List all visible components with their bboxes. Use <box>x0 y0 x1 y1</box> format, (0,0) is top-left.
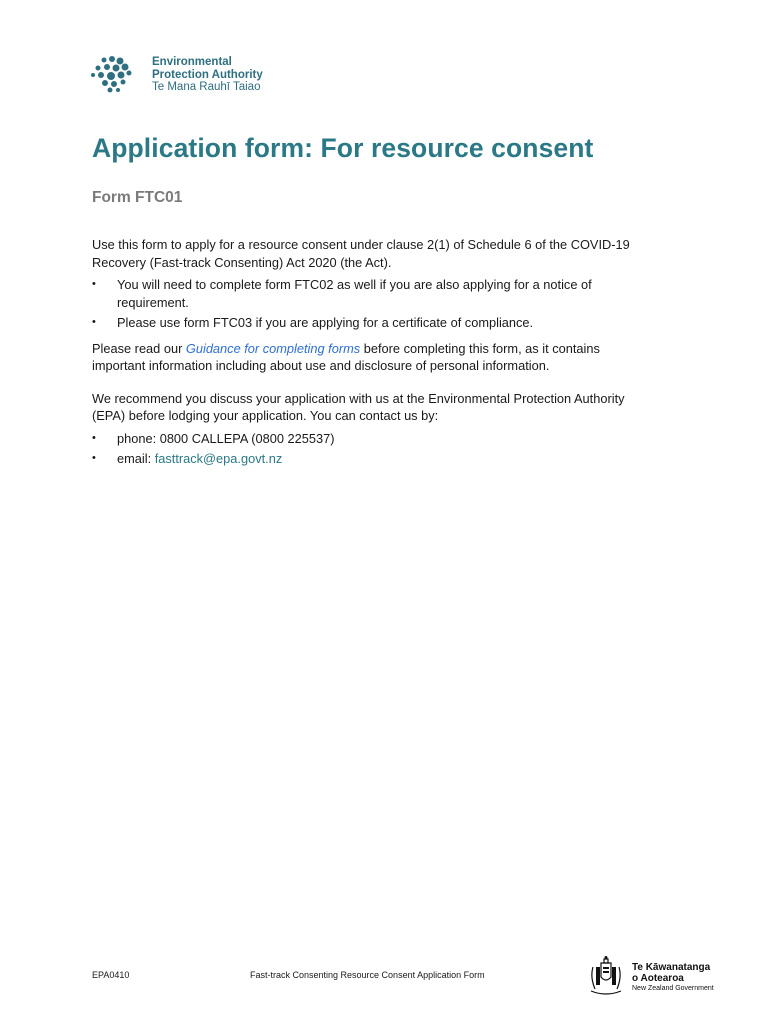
list-item: • Please use form FTC03 if you are applying for a certificate of compliance. <box>92 314 652 332</box>
epa-logo-text <box>152 56 263 94</box>
form-id: Form FTC01 <box>92 189 183 206</box>
contact-paragraph: We recommend you discuss your application with us at the Environmental Protection Authority (EPA) before lodging your application. You can contact us by: <box>92 390 625 423</box>
footer-doc-title: Fast-track Consenting Resource Consent Application Form <box>250 970 485 980</box>
nz-government-logo <box>585 955 725 1000</box>
intro-paragraph: Use this form to apply for a resource consent under clause 2(1) of Schedule 6 of the COVID-19 Recovery (Fast-track Consenting) Act 2020 (the Act). <box>92 237 630 270</box>
contact-list <box>92 430 652 468</box>
guidance-link[interactable]: Guidance for completing forms <box>185 340 361 356</box>
contact-email <box>92 450 652 468</box>
page-title: Application form: For resource consent <box>92 133 594 163</box>
guidance-text-before: Please read our <box>92 340 186 356</box>
email-link[interactable]: fasttrack@epa.govt.nz <box>154 451 283 466</box>
org-name-line2: Protection Authority <box>152 68 263 81</box>
contact-phone: • phone: 0800 CALLEPA (0800 225537) <box>92 430 652 448</box>
coat-of-arms-icon <box>585 955 627 997</box>
org-name-maori: Te Mana Rauhī Taiao <box>152 81 261 93</box>
intro-bullet-list <box>92 276 652 332</box>
form-intro-body <box>92 236 652 471</box>
govt-name-maori-line2: o Aotearoa <box>632 972 684 984</box>
guidance-text-after: before completing this form, as it contains important information including about use and disclosure of personal information. <box>92 340 600 373</box>
guidance-paragraph <box>92 340 652 375</box>
email-label: email: <box>117 451 155 466</box>
org-name-line1: Environmental <box>152 56 232 68</box>
epa-logo <box>90 55 290 95</box>
footer-doc-code: EPA0410 <box>92 970 130 980</box>
epa-logo-mark-icon <box>90 55 150 95</box>
govt-name-maori-line1: Te Kāwanatanga <box>632 962 711 973</box>
govt-name-english: New Zealand Government <box>632 985 714 992</box>
list-item: • You will need to complete form FTC02 as well if you are also applying for a notice of requirement. <box>92 276 652 311</box>
govt-logo-text <box>632 963 714 995</box>
